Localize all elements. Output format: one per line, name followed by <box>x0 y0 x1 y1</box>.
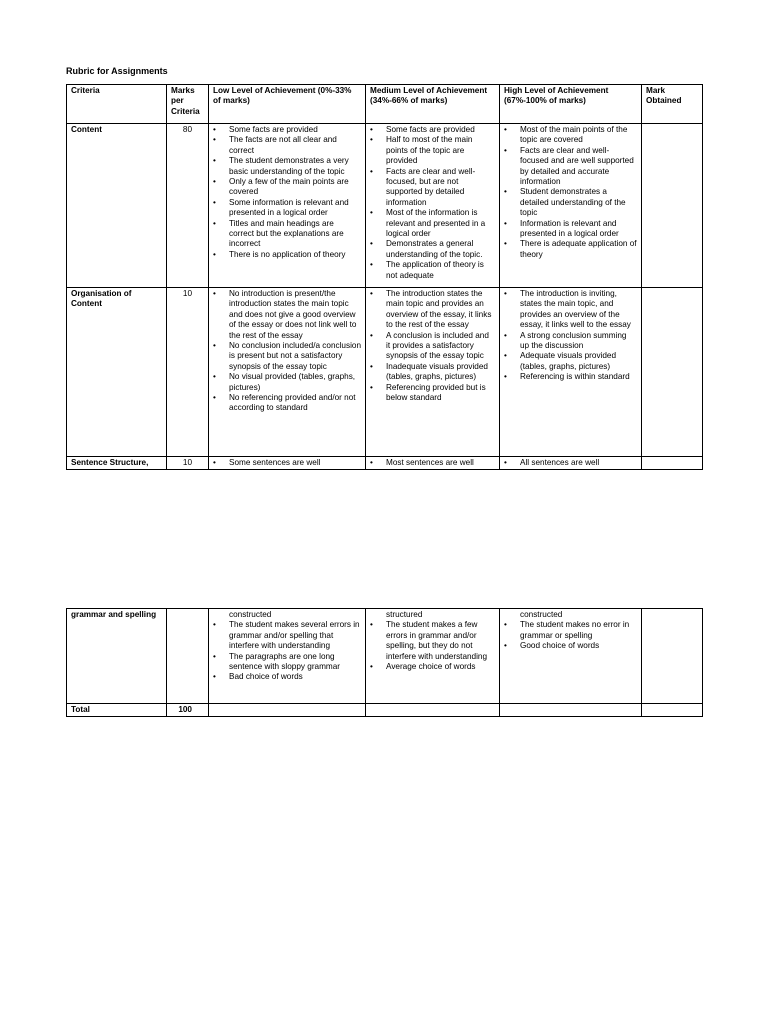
list-item: • No conclusion included/a conclusion is present but not a satisfactory synopsis of the essay topic <box>213 341 361 372</box>
criteria-organisation: Organisation of Content <box>67 288 167 457</box>
list-item: • Some facts are provided <box>370 125 495 135</box>
header-criteria: Criteria <box>67 85 167 124</box>
mark-obtained-sentence[interactable] <box>642 457 703 470</box>
list-item: • Titles and main headings are correct but the explanations are incorrect <box>213 219 361 250</box>
list-item: • Average choice of words <box>370 662 495 672</box>
list-item-continuation: constructed <box>229 610 272 619</box>
list-item: • Demonstrates a general understanding of the topic. <box>370 239 495 260</box>
content-medium-cell <box>366 124 500 288</box>
total-medium-cell <box>366 704 500 717</box>
list-item: • There is no application of theory <box>213 250 361 260</box>
total-low-cell <box>209 704 366 717</box>
mark-obtained-sentence-cont[interactable] <box>642 609 703 704</box>
document-title: Rubric for Assignments <box>66 66 168 76</box>
table-row-organisation <box>67 288 703 457</box>
header-low: Low Level of Achievement (0%-33% of marks) <box>209 85 366 124</box>
total-high-cell <box>500 704 642 717</box>
sentence-medium-list-part2b <box>370 620 495 672</box>
sentence-low-cell-part1 <box>209 457 366 470</box>
list-item: • Most of the information is relevant and presented in a logical order <box>370 208 495 239</box>
rubric-table-page2 <box>66 608 703 717</box>
list-item: • Good choice of words <box>504 641 637 651</box>
content-high-cell <box>500 124 642 288</box>
organisation-high-list <box>504 289 637 383</box>
header-medium: Medium Level of Achievement (34%-66% of marks) <box>366 85 500 124</box>
list-item: • Some sentences are well <box>213 458 361 468</box>
list-item: • Facts are clear and well-focused, but are not supported by detailed information <box>370 167 495 209</box>
sentence-high-list-part2b <box>504 620 637 651</box>
list-item: • The student makes several errors in grammar and/or spelling that interfere with understanding <box>213 620 361 651</box>
header-row <box>67 85 703 124</box>
content-high-list <box>504 125 637 260</box>
marks-sentence-cont <box>167 609 209 704</box>
sentence-high-list-part1 <box>504 458 637 468</box>
marks-total: 100 <box>167 704 209 717</box>
list-item: • Information is relevant and presented in a logical order <box>504 219 637 240</box>
list-item: • Facts are clear and well-focused and are well supported by detailed and accurate information <box>504 146 637 188</box>
list-item: • The student makes no error in grammar or spelling <box>504 620 637 641</box>
list-item: • A conclusion is included and it provides a satisfactory synopsis of the essay topic <box>370 331 495 362</box>
sentence-medium-cell-part1 <box>366 457 500 470</box>
list-item: • Most sentences are well <box>370 458 495 468</box>
marks-organisation: 10 <box>167 288 209 457</box>
list-item: • All sentences are well <box>504 458 637 468</box>
list-item-continuation: structured <box>386 610 423 619</box>
header-marks: Marks per Criteria <box>167 85 209 124</box>
list-item: • Most of the main points of the topic are covered <box>504 125 637 146</box>
list-item: • The facts are not all clear and correct <box>213 135 361 156</box>
criteria-content: Content <box>67 124 167 288</box>
mark-obtained-organisation[interactable] <box>642 288 703 457</box>
marks-content: 80 <box>167 124 209 288</box>
content-low-list <box>213 125 361 260</box>
list-item: • Adequate visuals provided (tables, graphs, pictures) <box>504 351 637 372</box>
criteria-sentence-part1: Sentence Structure, <box>67 457 167 470</box>
sentence-low-list-part2b <box>213 620 361 682</box>
organisation-medium-cell <box>366 288 500 457</box>
criteria-total: Total <box>67 704 167 717</box>
sentence-medium-cell-part2 <box>366 609 500 704</box>
sentence-low-list-part2 <box>213 610 361 620</box>
list-item: • Half to most of the main points of the topic are provided <box>370 135 495 166</box>
sentence-low-cell-part2 <box>209 609 366 704</box>
list-item: • The application of theory is not adequate <box>370 260 495 281</box>
list-item: • The introduction is inviting, states the main topic, and provides an overview of the essay, it links well to the essay <box>504 289 637 331</box>
list-item: • No introduction is present/the introduction states the main topic and does not give a good overview of the essay or does not link well to the rest of the essay <box>213 289 361 341</box>
sentence-medium-list-part1 <box>370 458 495 468</box>
list-item: • No visual provided (tables, graphs, pictures) <box>213 372 361 393</box>
content-medium-list <box>370 125 495 281</box>
sentence-high-cell-part2 <box>500 609 642 704</box>
list-item: • There is adequate application of theory <box>504 239 637 260</box>
list-item: • Only a few of the main points are covered <box>213 177 361 198</box>
sentence-medium-list-part2 <box>370 610 495 620</box>
list-item: • The paragraphs are one long sentence with sloppy grammar <box>213 652 361 673</box>
table-row-total <box>67 704 703 717</box>
list-item: • Bad choice of words <box>213 672 361 682</box>
criteria-sentence-part2: grammar and spelling <box>67 609 167 704</box>
list-item: • The student demonstrates a very basic understanding of the topic <box>213 156 361 177</box>
list-item: • Student demonstrates a detailed understanding of the topic <box>504 187 637 218</box>
organisation-low-cell <box>209 288 366 457</box>
table-row-sentence-part1 <box>67 457 703 470</box>
list-item: • A strong conclusion summing up the discussion <box>504 331 637 352</box>
list-item: • No referencing provided and/or not according to standard <box>213 393 361 414</box>
marks-sentence: 10 <box>167 457 209 470</box>
list-item: • The introduction states the main topic and provides an overview of the essay, it links to the rest of the essay <box>370 289 495 331</box>
list-item: • Some facts are provided <box>213 125 361 135</box>
organisation-low-list <box>213 289 361 414</box>
sentence-high-list-part2 <box>504 610 637 620</box>
sentence-high-cell-part1 <box>500 457 642 470</box>
list-item: • Referencing provided but is below standard <box>370 383 495 404</box>
list-item: • Some information is relevant and presented in a logical order <box>213 198 361 219</box>
mark-obtained-content[interactable] <box>642 124 703 288</box>
header-obtained: Mark Obtained <box>642 85 703 124</box>
organisation-high-cell <box>500 288 642 457</box>
rubric-table-page1 <box>66 84 703 470</box>
organisation-medium-list <box>370 289 495 403</box>
list-item: • Referencing is within standard <box>504 372 637 382</box>
table-row-sentence-part2 <box>67 609 703 704</box>
mark-obtained-total[interactable] <box>642 704 703 717</box>
header-high: High Level of Achievement (67%-100% of marks) <box>500 85 642 124</box>
table-row-content <box>67 124 703 288</box>
list-item: • Inadequate visuals provided (tables, graphs, pictures) <box>370 362 495 383</box>
content-low-cell <box>209 124 366 288</box>
sentence-low-list-part1 <box>213 458 361 468</box>
list-item: • The student makes a few errors in grammar and/or spelling, but they do not interfere with understanding <box>370 620 495 662</box>
list-item-continuation: constructed <box>520 610 563 619</box>
